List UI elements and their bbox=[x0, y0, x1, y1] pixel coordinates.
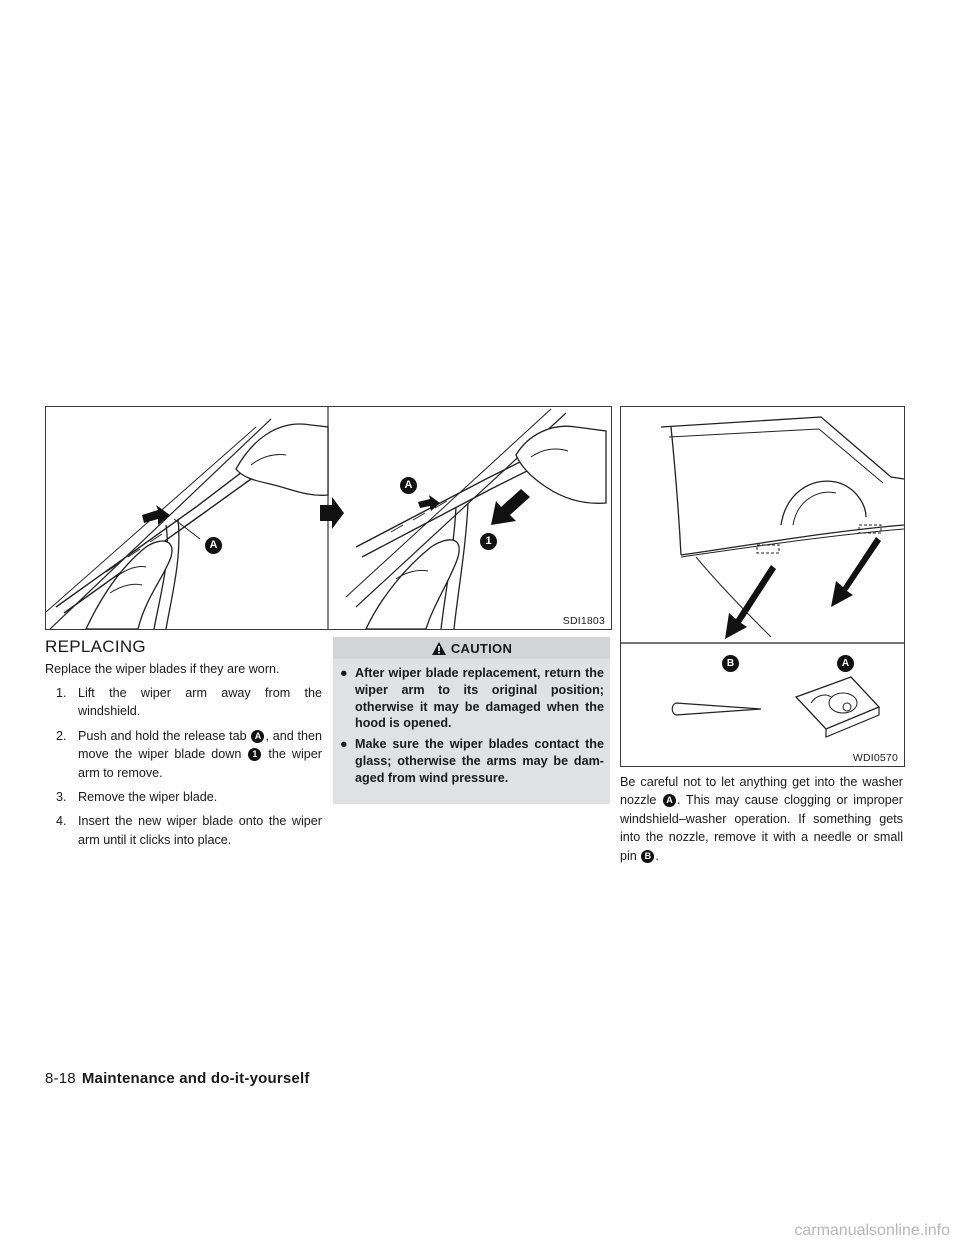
caution-header bbox=[333, 637, 610, 659]
callout-a-left: A bbox=[205, 537, 222, 554]
step-text: Remove the wiper blade. bbox=[78, 790, 218, 805]
ref-b-badge: B bbox=[641, 850, 654, 863]
caution-box bbox=[333, 637, 610, 804]
caution-item bbox=[333, 736, 604, 786]
callout-b: B bbox=[722, 655, 739, 672]
callout-1: 1 bbox=[480, 533, 497, 550]
intro-text: Replace the wiper blades if they are worn. bbox=[45, 662, 280, 676]
caution-list bbox=[333, 659, 610, 787]
step-text-after: the wiper arm to remove. bbox=[78, 747, 322, 780]
washer-nozzle-figure bbox=[620, 406, 905, 767]
bullet: ● bbox=[340, 737, 348, 752]
step-text: Insert the new wiper blade onto the wiper arm until it clicks into place. bbox=[78, 814, 322, 847]
section-heading: REPLACING bbox=[45, 637, 146, 656]
step-text-middle: , and then move the wiper blade down bbox=[78, 728, 322, 762]
ref-1-badge: 1 bbox=[248, 748, 261, 761]
step-number: 4. bbox=[56, 814, 67, 829]
watermark[interactable]: carmanualsonline.info bbox=[794, 1222, 950, 1239]
caution-item-text: Make sure the wiper blades contact the glass; otherwise the arms may be dam- aged from wind pressure. bbox=[355, 737, 604, 785]
step-item bbox=[45, 727, 322, 782]
wiper-removal-figure bbox=[45, 406, 612, 630]
step-number: 2. bbox=[56, 728, 67, 743]
page-footer bbox=[45, 1070, 310, 1087]
step-text-before: Push and hold the release tab bbox=[78, 728, 251, 743]
page-number: 8-18 bbox=[45, 1070, 76, 1087]
step-item bbox=[45, 684, 322, 721]
step-item bbox=[45, 812, 322, 849]
figure-code: WDI0570 bbox=[852, 752, 898, 764]
ref-a-badge: A bbox=[663, 794, 676, 807]
step-list bbox=[45, 684, 322, 855]
wiper-removal-illustration bbox=[46, 407, 611, 629]
figure-code: SDI1803 bbox=[562, 615, 605, 627]
nozzle-text-2: . This may cause clogging or improper windshield–washer operation. If something gets into the nozzle, remove it with a needle or small pin bbox=[620, 793, 903, 863]
caution-item-text: After wiper blade replacement, return the wiper arm to its original position; otherwise it may be damaged when the hood is opened. bbox=[355, 666, 604, 731]
ref-a-badge: A bbox=[251, 730, 264, 743]
step-item bbox=[45, 788, 322, 806]
step-number: 3. bbox=[56, 790, 67, 805]
nozzle-paragraph bbox=[620, 773, 903, 865]
caution-title: CAUTION bbox=[450, 640, 513, 656]
callout-a-right: A bbox=[400, 477, 417, 494]
warning-triangle-icon bbox=[431, 641, 447, 656]
bullet: ● bbox=[340, 666, 348, 680]
callout-a: A bbox=[837, 655, 854, 672]
caution-item bbox=[333, 665, 604, 732]
step-text: Lift the wiper arm away from the windshield. bbox=[78, 686, 322, 719]
washer-nozzle-illustration bbox=[621, 407, 904, 766]
nozzle-text-3: . bbox=[655, 848, 659, 863]
step-number: 1. bbox=[56, 686, 67, 700]
nozzle-text-1: Be careful not to let anything get into the washer nozzle bbox=[620, 775, 903, 808]
chapter-title: Maintenance and do-it-yourself bbox=[81, 1070, 310, 1087]
